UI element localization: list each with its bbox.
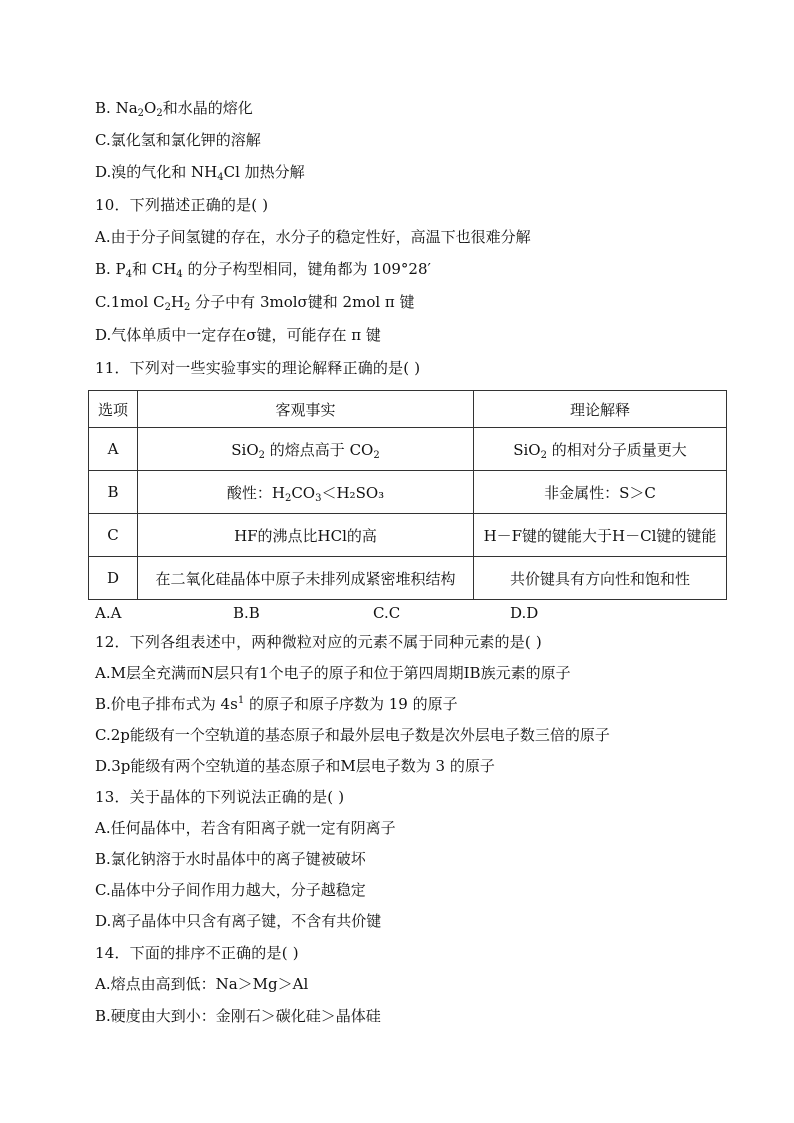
- fact-subscript: 3: [315, 492, 322, 504]
- expl-text: SiO: [513, 440, 541, 459]
- q10c-subscript: 2: [164, 302, 171, 313]
- fact-subscript: 2: [258, 449, 266, 461]
- q12b-text: 的原子和原子序数为 19 的原子: [244, 695, 458, 713]
- q12-option-b: [95, 694, 458, 714]
- q14-option-a: A.熔点由高到低：Na＞Mg＞Al: [95, 975, 309, 993]
- row-explanation: H－F键的键能大于H－Cl键的键能: [474, 514, 727, 557]
- q10b-prefix: B. P: [95, 260, 126, 278]
- question-10: 10．下列描述正确的是( ): [95, 196, 269, 214]
- row-fact: [138, 471, 474, 514]
- q9d-text: 加热分解: [239, 163, 305, 181]
- row-fact: [138, 428, 474, 471]
- answer-option-a: A.A: [95, 604, 122, 622]
- q10c-subscript: 2: [184, 302, 191, 313]
- table-header-explanation: 理论解释: [474, 391, 727, 428]
- q9d-formula-part: NH: [191, 163, 218, 181]
- table-header-fact: 客观事实: [138, 391, 474, 428]
- q10c-prefix: C.1mol C: [95, 293, 165, 311]
- q12b-prefix: B.价电子排布式为 4s: [95, 695, 238, 713]
- q10-option-a: A.由于分子间氢键的存在，水分子的稳定性好，高温下也很难分解: [95, 228, 531, 246]
- fact-text: 酸性：H: [226, 483, 285, 502]
- q10b-mid: 和 CH: [132, 260, 177, 278]
- row-fact: HF的沸点比HCl的高: [138, 514, 474, 557]
- row-option: C: [89, 514, 138, 557]
- q9d-subscript: 4: [217, 172, 224, 183]
- q10-option-d: D.气体单质中一定存在σ键，可能存在 π 键: [95, 326, 381, 344]
- row-explanation: 非金属性：S＞C: [474, 471, 727, 514]
- q9-option-c: C.氯化氢和氯化钾的溶解: [95, 131, 261, 149]
- q9b-prefix: B.: [95, 99, 116, 117]
- table-row: [89, 557, 727, 600]
- question-11: 11．下列对一些实验事实的理论解释正确的是( ): [95, 359, 421, 377]
- q13-option-b: B.氯化钠溶于水时晶体中的离子键被破坏: [95, 850, 366, 868]
- row-option: D: [89, 557, 138, 600]
- q10b-text: 的分子构型相同，键角都为 109°28′: [182, 260, 431, 278]
- row-explanation: [474, 428, 727, 471]
- q13-option-d: D.离子晶体中只含有离子键，不含有共价键: [95, 912, 382, 930]
- answer-option-d: D.D: [510, 604, 539, 622]
- q12-option-c: C.2p能级有一个空轨道的基态原子和最外层电子数是次外层电子数三倍的原子: [95, 726, 610, 744]
- q10c-text: 分子中有 3molσ键和 2mol π 键: [190, 293, 415, 311]
- q12b-superscript: 1: [237, 695, 245, 706]
- table-header-option: 选项: [89, 391, 138, 428]
- row-option: B: [89, 471, 138, 514]
- question-12: 12．下列各组表述中，两种微粒对应的元素不属于同种元素的是( ): [95, 633, 542, 651]
- table-header-row: [89, 391, 727, 428]
- row-fact: 在二氧化硅晶体中原子未排列成紧密堆积结构: [138, 557, 474, 600]
- table-row: [89, 514, 727, 557]
- q9b-subscript: 2: [137, 108, 145, 119]
- q9-option-b: [95, 98, 253, 118]
- q11-table: [88, 390, 727, 600]
- fact-text: 的熔点高于 CO: [265, 440, 374, 459]
- question-14: 14．下面的排序不正确的是( ): [95, 944, 299, 962]
- fact-text: CO: [291, 483, 316, 502]
- q13-option-a: A.任何晶体中，若含有阳离子就一定有阴离子: [95, 819, 396, 837]
- q9b-formula-part: Na: [115, 99, 138, 117]
- q10-option-c: [95, 292, 415, 312]
- expl-text: 的相对分子质量更大: [546, 440, 687, 459]
- fact-text: SiO: [231, 440, 259, 459]
- q10c-mid: H: [170, 293, 185, 311]
- q9b-text: 和水晶的熔化: [162, 99, 253, 117]
- fact-text: ＜H₂SO₃: [321, 483, 385, 502]
- q13-option-c: C.晶体中分子间作用力越大，分子越稳定: [95, 881, 366, 899]
- fact-subscript: 2: [284, 492, 292, 504]
- row-option: A: [89, 428, 138, 471]
- question-13: 13．关于晶体的下列说法正确的是( ): [95, 788, 345, 806]
- fact-subscript: 2: [373, 449, 380, 461]
- q9-option-d: [95, 162, 305, 182]
- expl-subscript: 2: [540, 449, 547, 461]
- q14-option-b: B.硬度由大到小：金刚石＞碳化硅＞晶体硅: [95, 1007, 381, 1025]
- q9b-formula-part: O: [144, 99, 157, 117]
- table-row: [89, 428, 727, 471]
- q10-option-b: [95, 259, 431, 279]
- table-row: [89, 471, 727, 514]
- row-explanation: 共价键具有方向性和饱和性: [474, 557, 727, 600]
- q9d-formula-part: Cl: [223, 163, 240, 181]
- q9d-prefix: D.溴的气化和: [95, 163, 192, 181]
- q10b-subscript: 4: [125, 269, 133, 280]
- q12-option-a: A.M层全充满而N层只有1个电子的原子和位于第四周期ⅠB族元素的原子: [95, 664, 571, 682]
- q9b-subscript: 2: [156, 108, 163, 119]
- answer-option-b: B.B: [233, 604, 260, 622]
- q12-option-d: D.3p能级有两个空轨道的基态原子和M层电子数为 3 的原子: [95, 757, 495, 775]
- q10b-subscript: 4: [176, 269, 183, 280]
- answer-option-c: C.C: [373, 604, 401, 622]
